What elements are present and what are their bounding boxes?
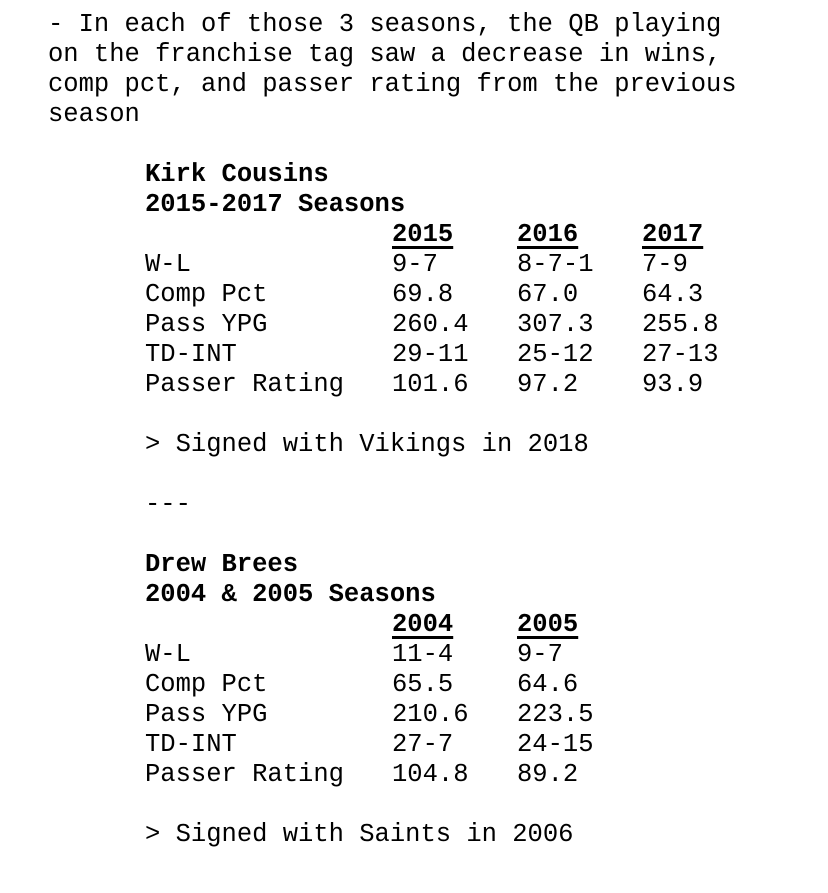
header-spacer	[145, 610, 392, 640]
stat-row	[145, 700, 828, 730]
stat-value: 27-7	[392, 730, 454, 759]
stat-label: Passer Rating	[145, 370, 344, 399]
stat-row	[145, 250, 828, 280]
stat-value: 8-7-1	[517, 250, 594, 279]
stat-value: 69.8	[392, 280, 454, 309]
section-drew-brees	[145, 550, 828, 850]
stat-value: 25-12	[517, 340, 594, 369]
stat-value: 64.6	[517, 670, 579, 699]
intro-text: - In each of those 3 seasons, the QB playing on the franchise tag saw a decrease in wins, comp pct, and passer rating from the previous season	[48, 10, 737, 129]
stat-row	[145, 760, 828, 790]
year-header: 2016	[517, 220, 579, 249]
player-name: Drew Brees	[145, 550, 299, 579]
stat-value: 29-11	[392, 340, 469, 369]
stat-label: Comp Pct	[145, 670, 268, 699]
section-kirk-cousins	[145, 160, 828, 460]
stat-row	[145, 670, 828, 700]
header-spacer	[145, 220, 392, 250]
years-header-row	[145, 610, 828, 640]
stat-label: TD-INT	[145, 340, 237, 369]
season-subtitle: 2004 & 2005 Seasons	[145, 580, 436, 609]
stat-value: 104.8	[392, 760, 469, 789]
signing-note: > Signed with Vikings in 2018	[145, 430, 589, 459]
stat-value: 27-13	[642, 340, 719, 369]
stat-value: 255.8	[642, 310, 719, 339]
stat-value: 64.3	[642, 280, 704, 309]
stat-label: W-L	[145, 640, 191, 669]
stat-value: 9-7	[517, 640, 563, 669]
player-name: Kirk Cousins	[145, 160, 329, 189]
stat-value: 89.2	[517, 760, 579, 789]
stat-value: 223.5	[517, 700, 594, 729]
stat-value: 11-4	[392, 640, 454, 669]
stat-value: 9-7	[392, 250, 438, 279]
year-header: 2017	[642, 220, 704, 249]
stat-label: W-L	[145, 250, 191, 279]
stat-value: 93.9	[642, 370, 704, 399]
stat-value: 101.6	[392, 370, 469, 399]
stat-label: Passer Rating	[145, 760, 344, 789]
stat-value: 97.2	[517, 370, 579, 399]
years-header-row	[145, 220, 828, 250]
stat-value: 307.3	[517, 310, 594, 339]
year-header: 2015	[392, 220, 454, 249]
stat-label: Pass YPG	[145, 700, 268, 729]
year-header: 2004	[392, 610, 454, 639]
stat-value: 24-15	[517, 730, 594, 759]
stat-row	[145, 640, 828, 670]
stat-value: 260.4	[392, 310, 469, 339]
stat-label: TD-INT	[145, 730, 237, 759]
stat-row	[145, 310, 828, 340]
stat-row	[145, 280, 828, 310]
section-divider: ---	[145, 490, 191, 519]
stat-label: Pass YPG	[145, 310, 268, 339]
signing-note: > Signed with Saints in 2006	[145, 820, 574, 849]
stat-value: 7-9	[642, 250, 688, 279]
stat-value: 210.6	[392, 700, 469, 729]
stat-label: Comp Pct	[145, 280, 268, 309]
stat-value: 65.5	[392, 670, 454, 699]
stat-row	[145, 370, 828, 400]
stat-row	[145, 730, 828, 760]
stat-value: 67.0	[517, 280, 579, 309]
year-header: 2005	[517, 610, 579, 639]
stat-row	[145, 340, 828, 370]
season-subtitle: 2015-2017 Seasons	[145, 190, 406, 219]
